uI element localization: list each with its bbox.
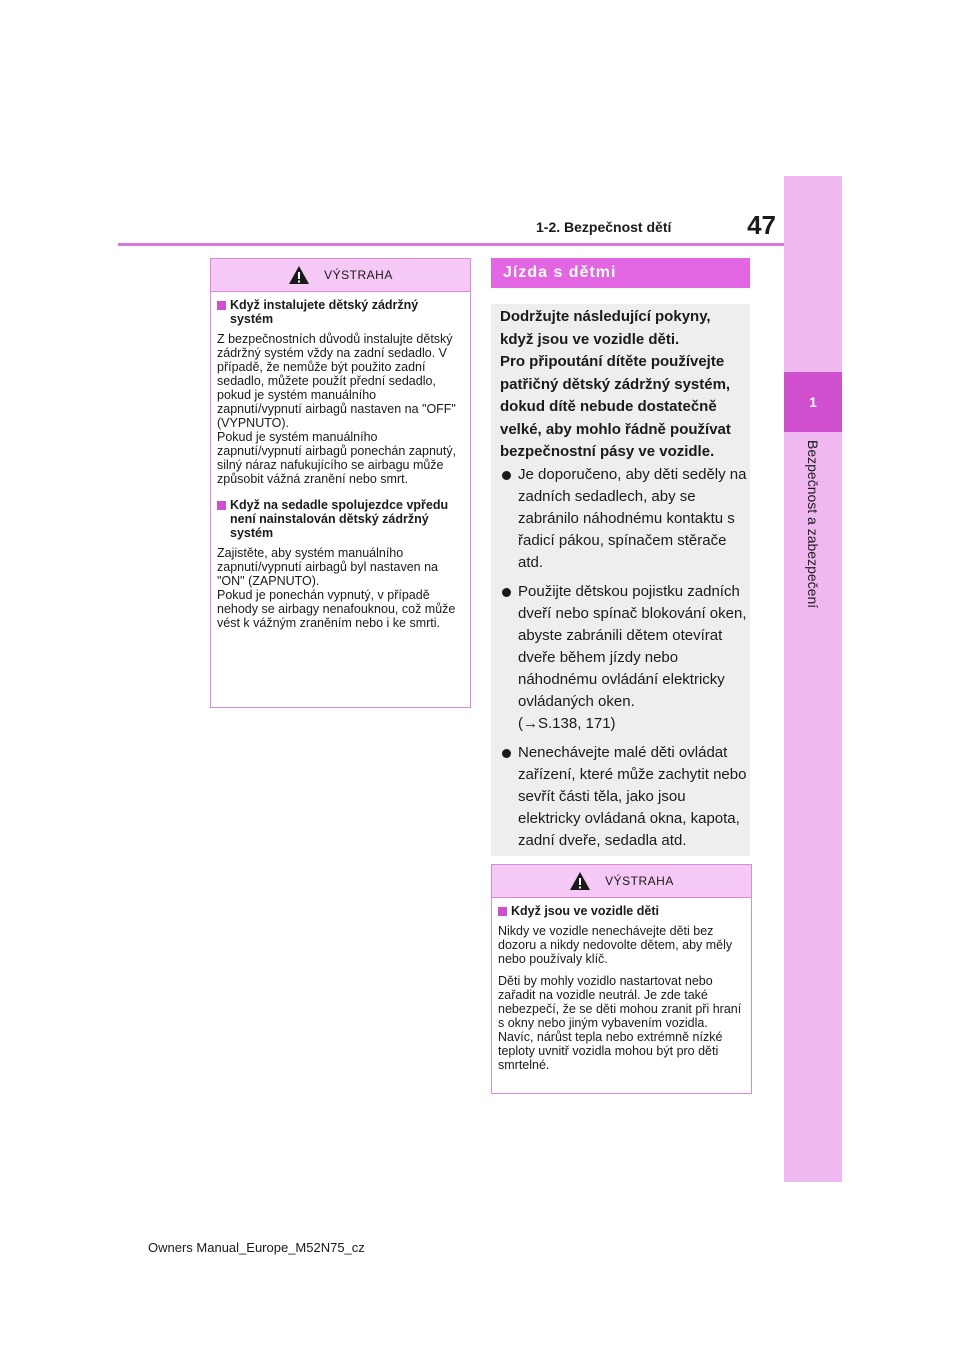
square-bullet-icon (217, 301, 226, 310)
list-item: Použijte dětskou pojistku zadních dveří nebo spínač blokování oken, abyste zabránili dětem otevírat dveře během jízdy nebo náhodnému ovládání elektricky ovládaných oken. (→S.138, 171) (500, 581, 748, 735)
warning-triangle-icon (569, 871, 591, 891)
info-lead: Dodržujte následující pokyny, když jsou ve vozidle děti. Pro připoutání dítěte používejte patřičný dětský zádržný systém, dokud dítě nebude dostatečně velké, aby mohlo řádně používat bezpečnostní pásy ve vozidle. (500, 308, 731, 460)
chapter-label-text: Bezpečnost a zabezpečení (805, 440, 821, 609)
section-banner: Jízda s dětmi (491, 258, 750, 288)
warning-paragraph: Zajistěte, aby systém manuálního zapnutí/vypnutí airbagů byl nastaven na "ON" (ZAPNUTO). Pokud je ponechán vypnutý, v případě nehody se airbagy nenafouknou, což může vést k vážným zraněním nebo i ke smrti. (217, 546, 456, 630)
header-rule (118, 243, 784, 246)
footer-doc-id: Owners Manual_Europe_M52N75_cz (148, 1240, 365, 1255)
bullet-list (500, 464, 748, 859)
page-number: 47 (747, 210, 776, 240)
square-bullet-icon (217, 501, 226, 510)
bullet-icon (502, 749, 511, 758)
list-item: Je doporučeno, aby děti seděly na zadních sedadlech, aby se zabránilo náhodnému kontaktu s řadicí pákou, spínačem stěrače atd. (500, 464, 748, 574)
warning-paragraph: Nikdy ve vozidle nenechávejte děti bez dozoru a nikdy nedovolte dětem, aby měly nebo používaly klíč. (498, 924, 733, 966)
warning-header (492, 865, 751, 898)
warning-header (211, 259, 470, 292)
warning-paragraph: Z bezpečnostních důvodů instalujte dětský zádržný systém vždy na zadní sedadlo. V případě, že nemůže být použito zadní sedadlo, můžete použít přední sedadlo, pokud je systém manuálního zapnutí/vypnutí airbagů nastaven na "OFF" (VYPNUTO). Pokud je systém manuálního zapnutí/vypnutí airbagů ponechán zapnutý, silný náraz nafukujícího se airbagu může způsobit vážná zranění nebo smrt. (217, 332, 457, 486)
warning-box-right (491, 864, 752, 1094)
warning-heading: VÝSTRAHA (605, 874, 674, 888)
warning-paragraph: Děti by mohly vozidlo nastartovat nebo zařadit na vozidle neutrál. Je zde také nebezpečí, že se děti mohou zranit při hraní s okny nebo jiným vybavením vozidla. Navíc, nárůst tepla nebo extrémně nízké teploty uvnitř vozidla mohou být pro děti smrtelné. (498, 974, 742, 1072)
warning-triangle-icon (288, 265, 310, 285)
warning-box-left (210, 258, 471, 708)
square-bullet-icon (498, 907, 507, 916)
warning-item-title: Když na sedadle spolujezdce vpředu není nainstalován dětský zádržný systém (217, 498, 464, 540)
warning-item-title: Když instalujete dětský zádržný systém (217, 298, 464, 326)
side-tab (784, 176, 842, 1182)
warning-item-title: Když jsou ve vozidle děti (498, 904, 745, 918)
bullet-icon (502, 471, 511, 480)
list-item: Nenechávejte malé děti ovládat zařízení, které může zachytit nebo sevřít části těla, jako jsou elektricky ovládaná okna, kapota, zadní dveře, sedadla atd. (500, 742, 748, 852)
bullet-icon (502, 588, 511, 597)
warning-body (211, 292, 470, 650)
warning-heading: VÝSTRAHA (324, 268, 393, 282)
section-title: 1-2. Bezpečnost dětí (536, 219, 672, 235)
warning-body (492, 898, 751, 1080)
chapter-number: 1 (784, 372, 842, 432)
